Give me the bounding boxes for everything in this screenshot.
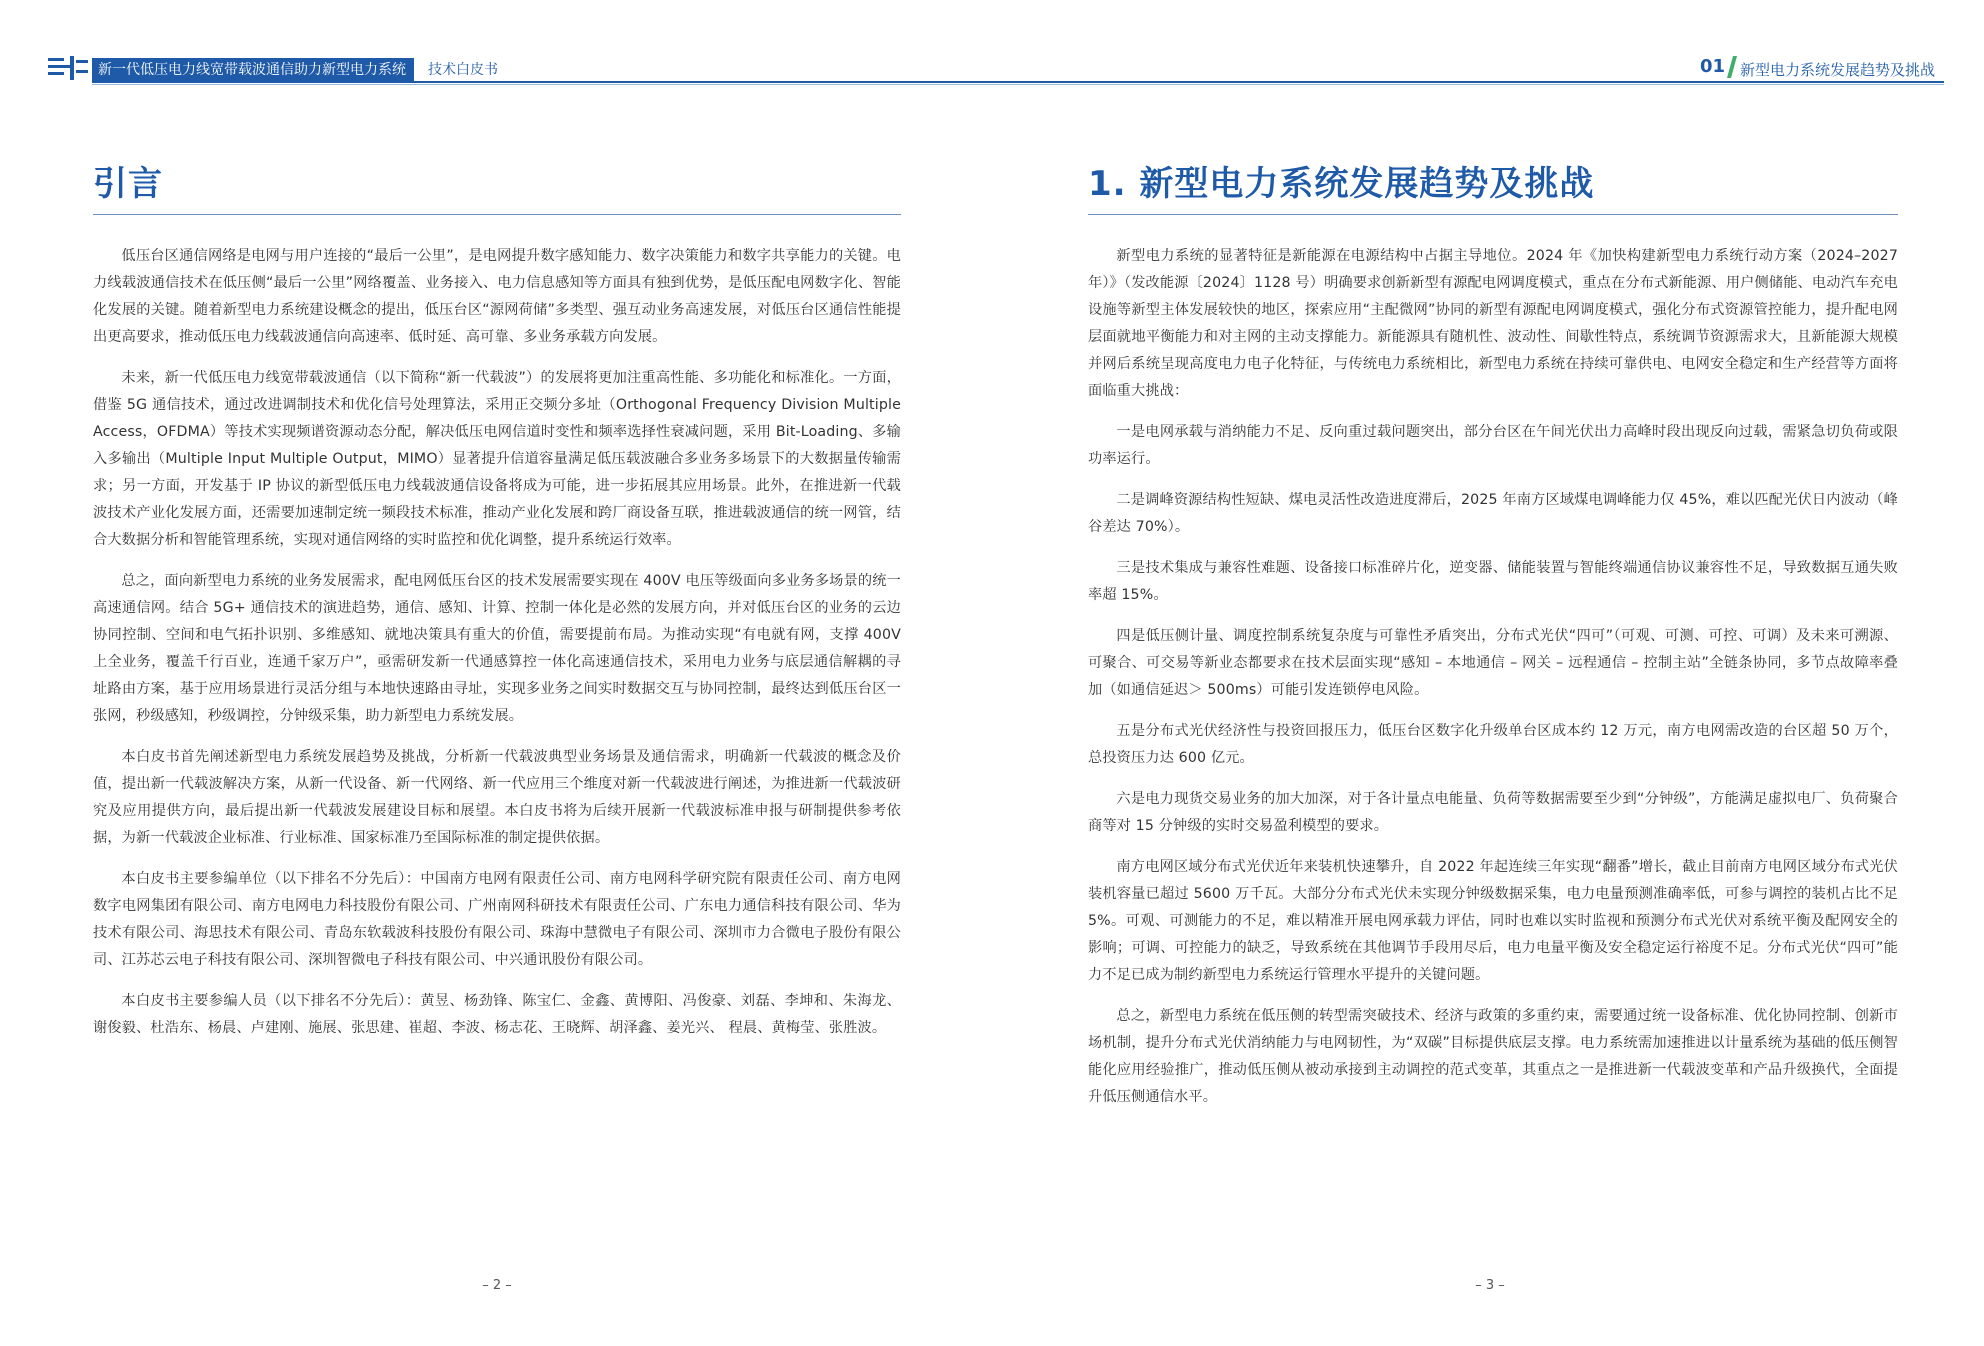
header-divider [92,81,1944,83]
page-header [0,0,1984,86]
paragraph: 本白皮书主要参编人员（以下排名不分先后）：黄昱、杨劲锋、陈宝仁、金鑫、黄博阳、冯俊豪、刘磊、李坤和、朱海龙、谢俊毅、杜浩东、杨晨、卢建刚、施展、张思建、崔超、李波、杨志花、王晓辉、胡泽鑫、姜光兴、 程晨、黄梅莹、张胜波。 [93,993,901,1036]
paragraph: 三是技术集成与兼容性难题、设备接口标准碎片化，逆变器、储能装置与智能终端通信协议兼容性不足，导致数据互通失败率超 15%。 [1088,560,1898,603]
paragraph: 新型电力系统的显著特征是新能源在电源结构中占据主导地位。2024 年《加快构建新型电力系统行动方案（2024–2027 年）》（发改能源〔2024〕1128 号）明确要求创新新型有源配电网调度模式，重点在分布式新能源、用户侧储能、电动汽车充电设施等新型主体发展较快的地区，探索应用“主配微网”协同的新型有源配电网调度模式，强化分布式资源管控能力，提升配电网层面就地平衡能力和对主网的主动支撑能力。新能源具有随机性、波动性、间歇性特点，系统调节资源需求大，且新能源大规模并网后系统呈现高度电力电子化特征，与传统电力系统相比，新型电力系统在持续可靠供电、电网安全稳定和生产经营等方面将面临重大挑战： [1088,248,1898,399]
page-number-left: – 2 – [482,1278,512,1293]
paragraph: 六是电力现货交易业务的加大加深，对于各计量点电能量、负荷等数据需要至少到“分钟级”，方能满足虚拟电厂、负荷聚合商等对 15 分钟级的实时交易盈利模型的要求。 [1088,791,1898,834]
chapter-number: 01 [1700,56,1726,77]
right-title-rule [1088,214,1898,215]
paragraph: 二是调峰资源结构性短缺、煤电灵活性改造进度滞后，2025 年南方区域煤电调峰能力仅 45%，难以匹配光伏日内波动（峰谷差达 70%）。 [1088,492,1898,535]
paragraph: 低压台区通信网络是电网与用户连接的“最后一公里”，是电网提升数字感知能力、数字决策能力和数字共享能力的关键。电力线载波通信技术在低压侧“最后一公里”网络覆盖、业务接入、电力信息感知等方面具有独到优势，是低压配电网数字化、智能化发展的关键。随着新型电力系统建设概念的提出，低压台区“源网荷储”多类型、强互动业务高速发展，对低压台区通信性能提出更高要求，推动低压电力线载波通信向高速率、低时延、高可靠、多业务承载方向发展。 [93,248,901,345]
paragraph: 未来，新一代低压电力线宽带载波通信（以下简称“新一代载波”）的发展将更加注重高性能、多功能化和标准化。一方面，借鉴 5G 通信技术，通过改进调制技术和优化信号处理算法，采用正交频分多址（Orthogonal Frequency Division Multiple Access，OFDMA）等技术实现频谱资源动态分配，解决低压电网信道时变性和频率选择性衰减问题，采用 Bit-Loading、多输入多输出（Multiple Input Multiple Output，MIMO）显著提升信道容量满足低压载波融合多业务多场景下的大数据量传输需求；另一方面，开发基于 IP 协议的新型低压电力线载波通信设备将成为可能，进一步拓展其应用场景。此外，在推进新一代载波技术产业化发展方面，还需要加速制定统一频段技术标准，推动产业化发展和跨厂商设备互联，推进载波通信的统一网管，结合大数据分析和智能管理系统，实现对通信网络的实时监控和优化调整，提升系统运行效率。 [93,370,901,548]
slash-icon [1727,56,1737,78]
page-number-right: – 3 – [1475,1278,1505,1293]
right-section-title: 1. 新型电力系统发展趋势及挑战 [1088,164,1595,204]
paragraph: 总之，面向新型电力系统的业务发展需求，配电网低压台区的技术发展需要实现在 400V 电压等级面向多业务多场景的统一高速通信网。结合 5G+ 通信技术的演进趋势，通信、感知、计算、控制一体化是必然的发展方向，并对低压台区的业务的云边协同控制、空间和电气拓扑识别、多维感知、就地决策具有重大的价值，需要提前布局。为推动实现“有电就有网，支撑 400V 上全业务，覆盖千行百业，连通千家万户”，亟需研发新一代通感算控一体化高速通信技术，采用电力业务与底层通信解耦的寻址路由方案，基于应用场景进行灵活分组与本地快速路由寻址，实现多业务之间实时数据交互与协同控制，最终达到低压台区一张网，秒级感知，秒级调控，分钟级采集，助力新型电力系统发展。 [93,573,901,724]
chapter-title: 新型电力系统发展趋势及挑战 [1740,61,1936,79]
left-page [93,160,901,1056]
header-subtitle: 技术白皮书 [428,62,498,78]
paragraph: 总之，新型电力系统在低压侧的转型需突破技术、经济与政策的多重约束，需要通过统一设备标准、优化协同控制、创新市场机制，提升分布式光伏消纳能力与电网韧性，为“双碳”目标提供底层支撑。电力系统需加速推进以计量系统为基础的低压侧智能化应用经验推广，推动低压侧从被动承接到主动调控的范式变革，其重点之一是推进新一代载波变革和产品升级换代，全面提升低压侧通信水平。 [1088,1008,1898,1105]
paragraph: 本白皮书首先阐述新型电力系统发展趋势及挑战，分析新一代载波典型业务场景及通信需求，明确新一代载波的概念及价值，提出新一代载波解决方案，从新一代设备、新一代网络、新一代应用三个维度对新一代载波进行阐述，为推进新一代载波研究及应用提供方向，最后提出新一代载波发展建设目标和展望。本白皮书将为后续开展新一代载波标准申报与研制提供参考依据，为新一代载波企业标准、行业标准、国家标准乃至国际标准的制定提供依据。 [93,749,901,846]
left-section-title: 引言 [93,164,163,204]
paragraph: 五是分布式光伏经济性与投资回报压力，低压台区数字化升级单台区成本约 12 万元，南方电网需改造的台区超 50 万个，总投资压力达 600 亿元。 [1088,723,1898,766]
paragraph: 本白皮书主要参编单位（以下排名不分先后）：中国南方电网有限责任公司、南方电网科学研究院有限责任公司、南方电网数字电网集团有限公司、南方电网电力科技股份有限公司、广州南网科研技术有限责任公司、广东电力通信科技有限公司、华为技术有限公司、海思技术有限公司、青岛东软载波科技股份有限公司、珠海中慧微电子有限公司、深圳市力合微电子股份有限公司、江苏芯云电子科技有限公司、深圳智微电子科技有限公司、中兴通讯股份有限公司。 [93,871,901,968]
paragraph: 一是电网承载与消纳能力不足、反向重过载问题突出，部分台区在午间光伏出力高峰时段出现反向过载，需紧急切负荷或限功率运行。 [1088,424,1898,467]
paragraph: 四是低压侧计量、调度控制系统复杂度与可靠性矛盾突出，分布式光伏“四可”（可观、可测、可控、可调）及未来可溯源、可聚合、可交易等新业态都要求在技术层面实现“感知 – 本地通信 – 网关 – 远程通信 – 控制主站”全链条协同，多节点故障率叠加（如通信延迟＞ 500ms）可能引发连锁停电风险。 [1088,628,1898,698]
paragraph: 南方电网区域分布式光伏近年来装机快速攀升，自 2022 年起连续三年实现“翻番”增长，截止目前南方电网区域分布式光伏装机容量已超过 5600 万千瓦。大部分分布式光伏未实现分钟级数据采集，电力电量预测准确率低，可参与调控的装机占比不足 5%。可观、可测能力的不足，难以精准开展电网承载力评估，同时也难以实时监视和预测分布式光伏对系统平衡及配网安全的影响；可调、可控能力的缺乏，导致系统在其他调节手段用尽后，电力电量平衡及安全稳定运行裕度不足。分布式光伏“四可”能力不足已成为制约新型电力系统运行管理水平提升的关键问题。 [1088,859,1898,983]
header-title: 新一代低压电力线宽带载波通信助力新型电力系统 [92,58,414,82]
logo-icon [48,56,88,80]
header-divider-light [92,84,1944,85]
right-page [1088,160,1898,1125]
left-title-rule [93,214,901,215]
